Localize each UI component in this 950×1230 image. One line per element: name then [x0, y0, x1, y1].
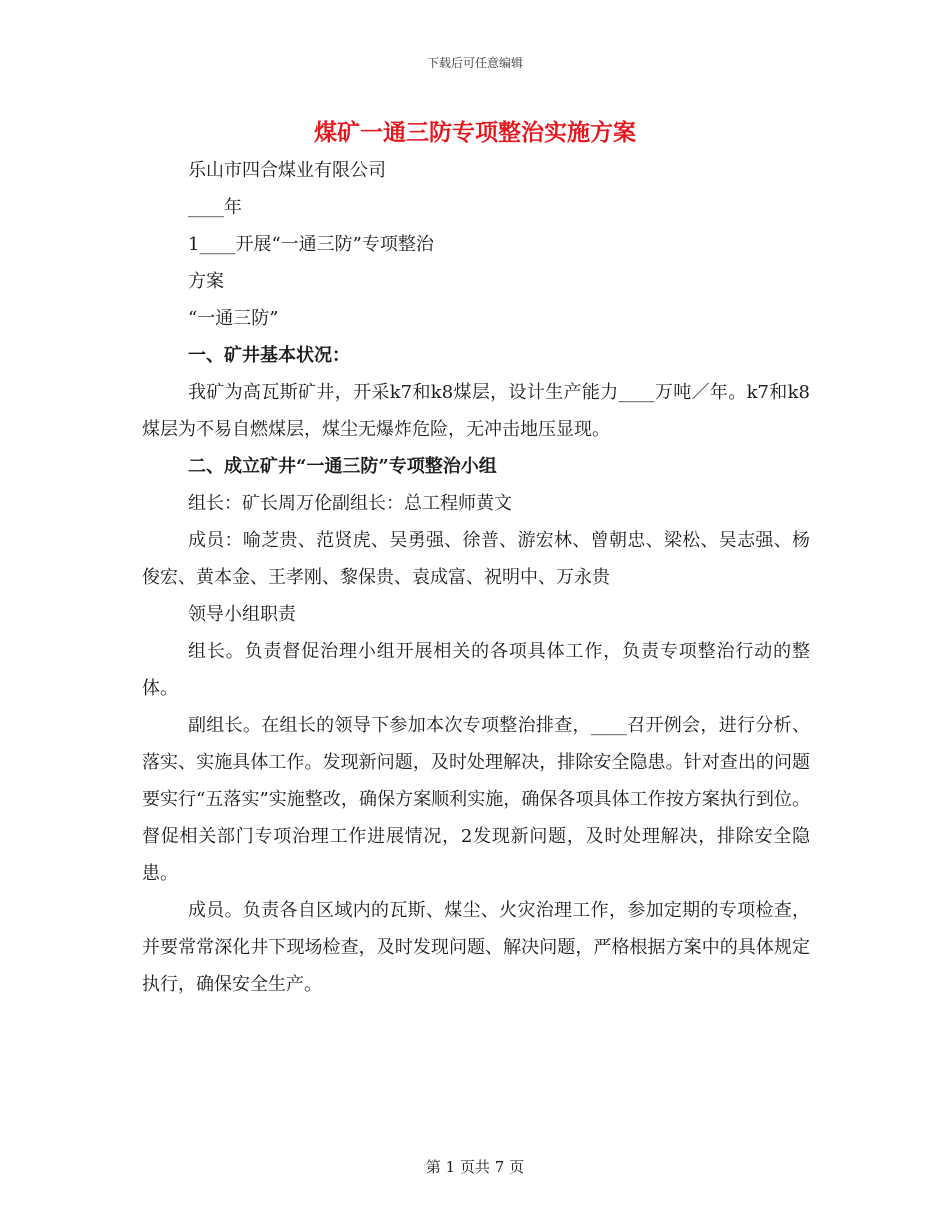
section-1-paragraph: 我矿为高瓦斯矿井，开采k7和k8煤层，设计生产能力____万吨／年。k7和k8煤层为不易自燃煤层，煤尘无爆炸危险，无冲击地压显现。: [142, 382, 810, 440]
section-1-heading: 一、矿井基本状况：: [188, 345, 350, 366]
company-name: 乐山市四合煤业有限公司: [188, 160, 386, 181]
page-header: 下载后可任意编辑: [426, 56, 523, 70]
quote-line: “一通三防”: [188, 308, 279, 329]
document-title: 煤矿一通三防专项整治实施方案: [314, 119, 636, 146]
duties-heading: 领导小组职责: [188, 604, 296, 625]
section-2-heading: 二、成立矿井“一通三防”专项整治小组: [188, 456, 497, 477]
plan-line: 方案: [188, 271, 224, 292]
document-body: [142, 152, 810, 1003]
page-number: 第 1 页共 7 页: [425, 1158, 525, 1176]
leader-duty-paragraph: 组长。负责督促治理小组开展相关的各项具体工作，负责专项整治行动的整体。: [142, 641, 810, 699]
members-duty-paragraph: 成员。负责各自区域内的瓦斯、煤尘、火灾治理工作，参加定期的专项检查，并要常常深化井下现场检查，及时发现问题、解决问题，严格根据方案中的具体规定执行，确保安全生产。: [142, 900, 810, 995]
year-line: ____年: [188, 197, 242, 218]
leaders-line: 组长：矿长周万伦副组长：总工程师黄文: [188, 493, 512, 514]
members-paragraph: 成员：喻芝贵、范贤虎、吴勇强、徐普、游宏林、曾朝忠、梁松、吴志强、杨俊宏、黄本金、王孝刚、黎保贵、袁成富、祝明中、万永贵: [142, 530, 810, 588]
intro-line: 1____开展“一通三防”专项整治: [188, 234, 434, 255]
deputy-duty-paragraph: 副组长。在组长的领导下参加本次专项整治排查，____召开例会，进行分析、落实、实施具体工作。发现新问题，及时处理解决，排除安全隐患。针对查出的问题要实行“五落实”实施整改，确保方案顺利实施，确保各项具体工作按方案执行到位。督促相关部门专项治理工作进展情况，2发现新问题，及时处理解决，排除安全隐患。: [142, 715, 810, 884]
